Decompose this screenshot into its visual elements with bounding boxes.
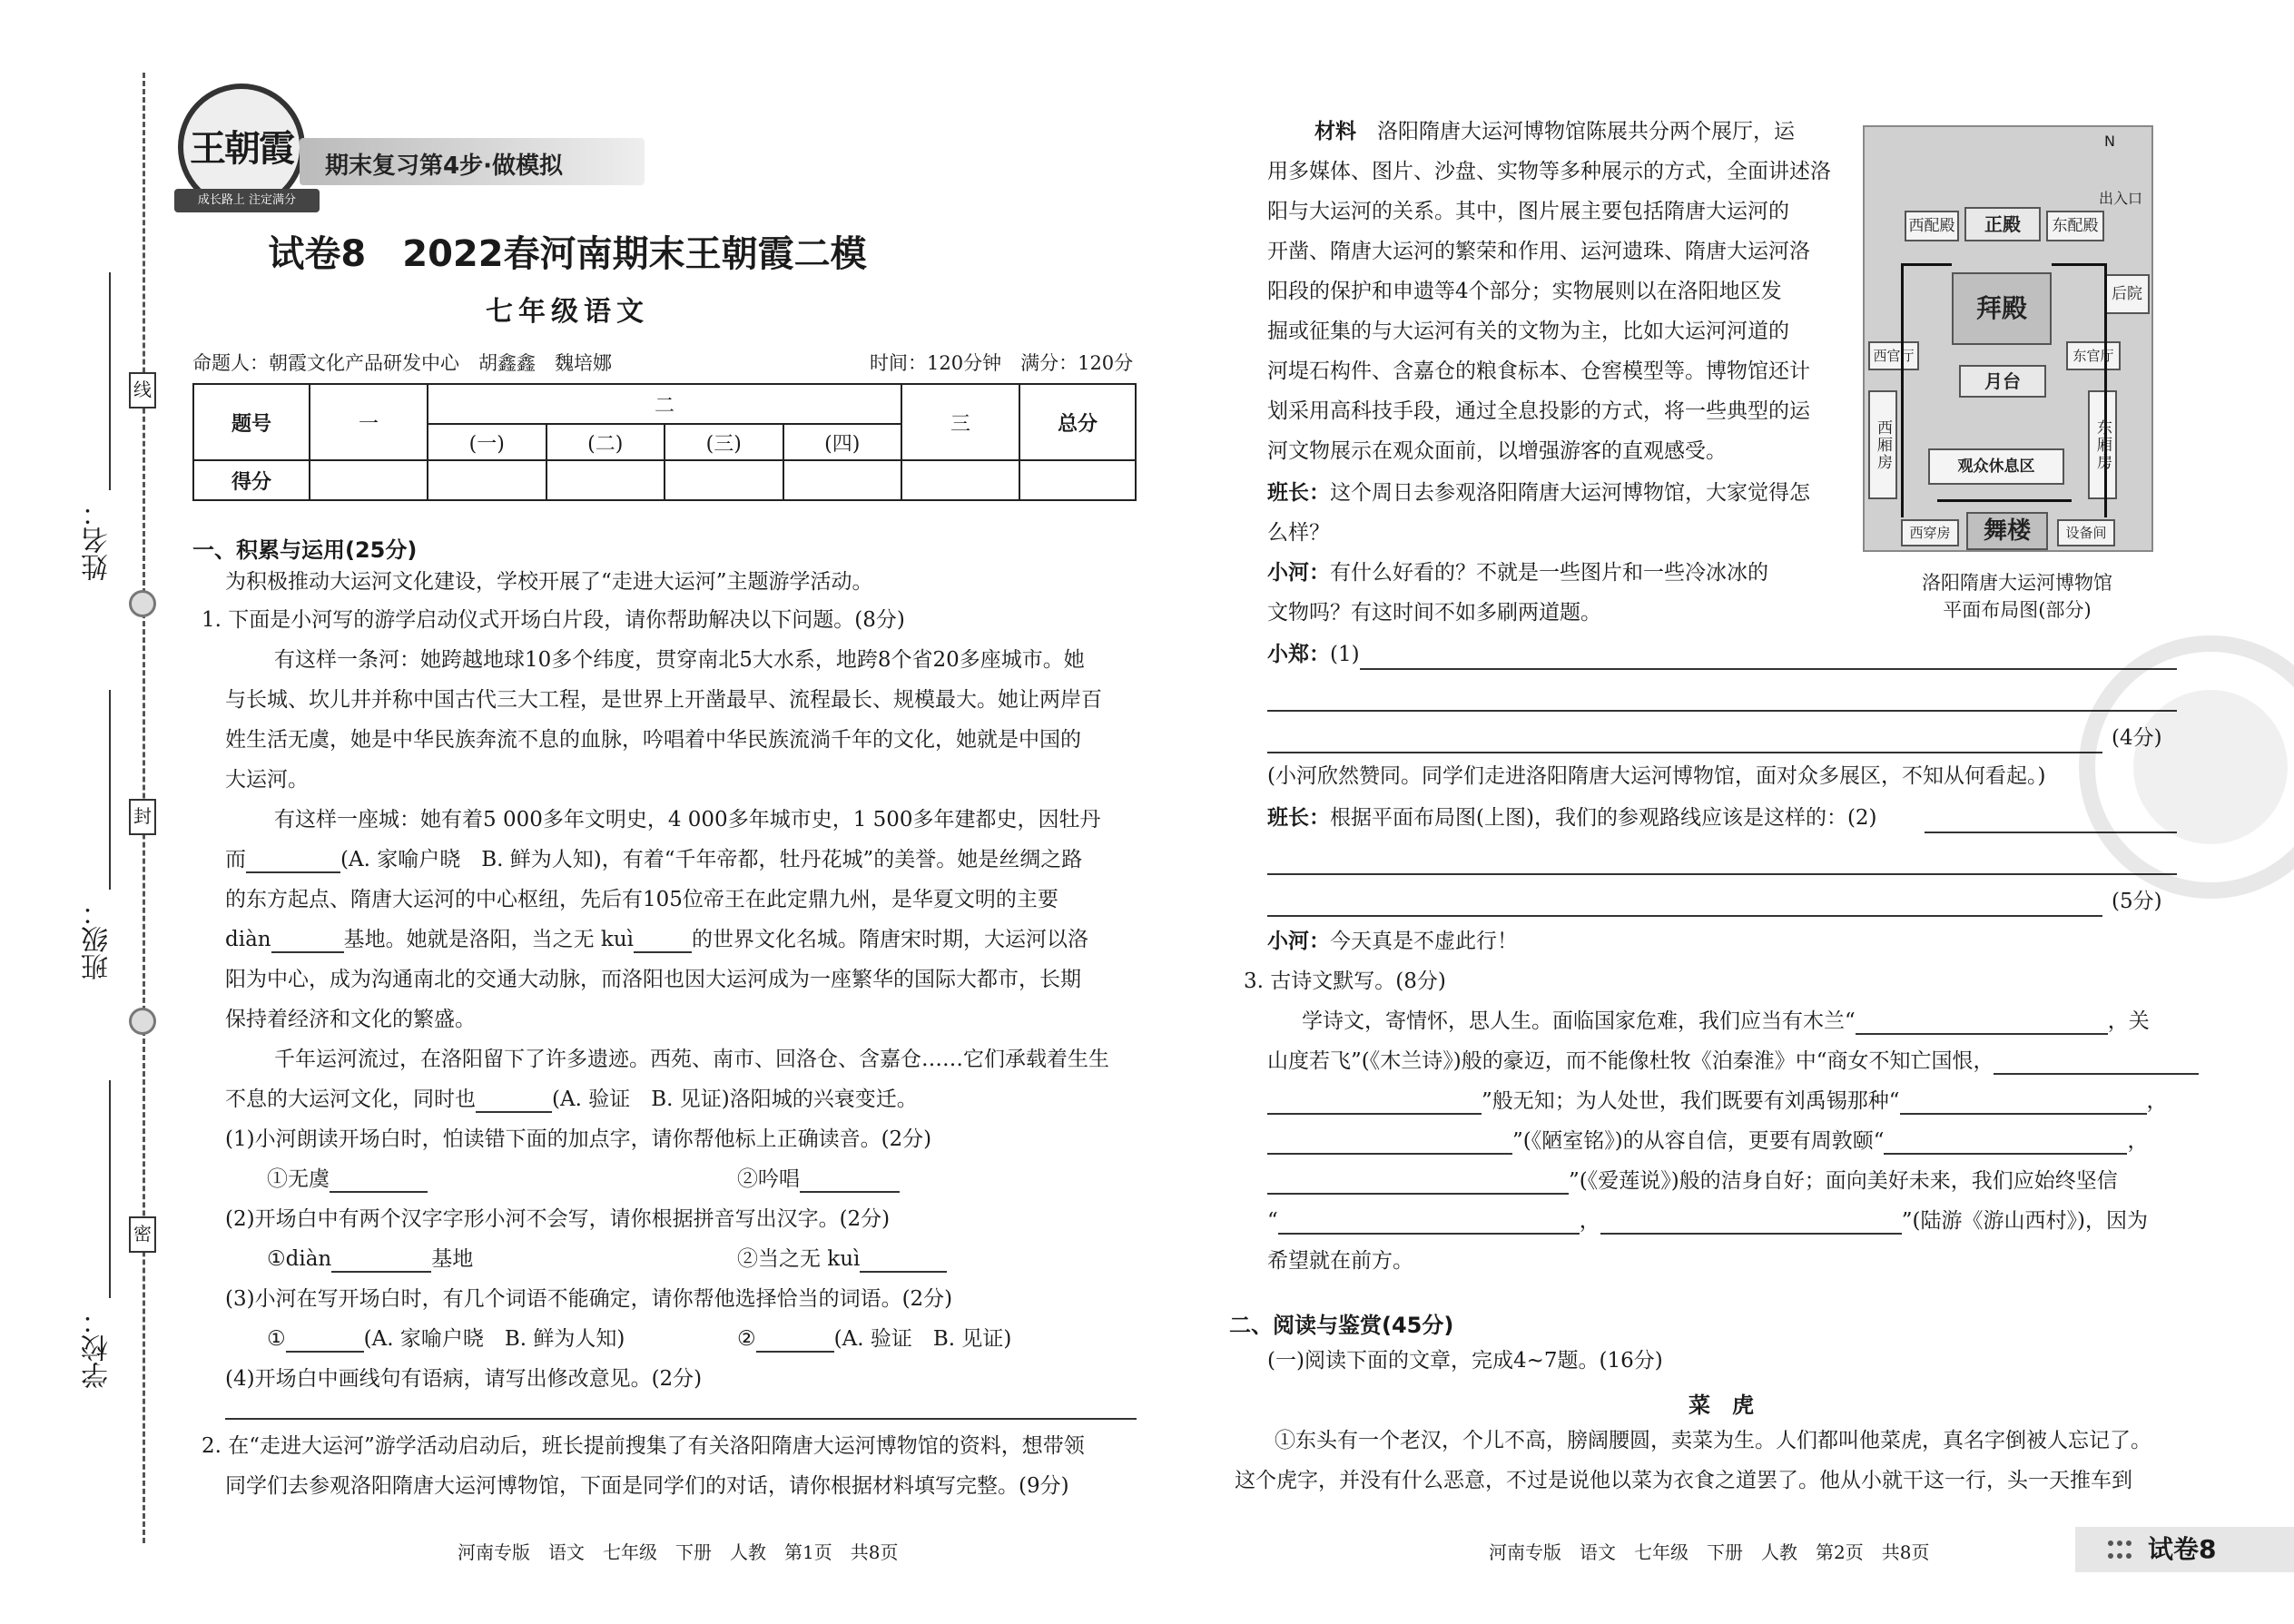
passage-1-line: 姓生活无虞，她是中华民族奔流不息的血脉，吟唱着中华民族流淌千年的文化，她就是中国的 <box>225 728 1081 752</box>
dialogue-line <box>1267 928 1518 955</box>
answer-line[interactable] <box>225 1418 1137 1420</box>
score-cell[interactable] <box>1019 460 1136 500</box>
room-west-wing: 西厢房 <box>1868 390 1897 499</box>
text-span: (A. 验证 B. 见证)洛阳城的兴衰变迁。 <box>552 1088 918 1111</box>
school-input[interactable] <box>109 1080 111 1298</box>
text-span: (1) <box>1330 643 1360 666</box>
map-exit-label: 出入口 <box>2099 190 2143 207</box>
watermark-icon <box>2133 690 2288 844</box>
text-span: ② <box>737 1327 756 1351</box>
text-span: ， <box>2146 1089 2168 1113</box>
route-arrow <box>1901 263 1904 517</box>
poem-line <box>1267 1207 2148 1235</box>
text-span: ， <box>1579 1209 1600 1233</box>
step-banner <box>300 138 645 185</box>
school-label: 学校： <box>82 1307 113 1389</box>
fill-blank[interactable] <box>634 931 692 953</box>
answer-line[interactable] <box>1360 668 2177 670</box>
dialogue-line <box>1267 804 1877 832</box>
question-3: 3. 古诗文默写。(8分) <box>1244 969 1446 993</box>
col-sub-3: (三) <box>665 424 783 460</box>
seal-tag-feng: 封 <box>129 799 156 835</box>
room-rest-area: 观众休息区 <box>1928 448 2064 485</box>
fill-blank[interactable] <box>756 1331 834 1353</box>
story-line: ①东头有一个老汉，个儿不高，膀阔腰圆，卖菜为生。人们都叫他菜虎，真名字倒被人忘记了。 <box>1275 1429 2151 1452</box>
dialogue-line: 文物吗？有这时间不如多刷两道题。 <box>1267 601 1601 625</box>
map-caption-line: 洛阳隋唐大运河博物馆 <box>1922 572 2112 594</box>
fill-blank[interactable] <box>1900 1093 2147 1115</box>
col-sub-2: (二) <box>546 424 665 460</box>
passage-2-line: 有这样一座城：她有着5 000多年文明史，4 000多年城市史，1 500多年建都史，因牡丹 <box>274 808 1101 832</box>
speaker-label: 班长： <box>1267 481 1330 505</box>
fill-blank[interactable] <box>1278 1213 1580 1235</box>
col-sub-1: (一) <box>428 424 546 460</box>
room-terrace: 月台 <box>1959 365 2046 398</box>
fill-blank[interactable] <box>1267 1093 1482 1115</box>
text-span: ①diàn <box>267 1247 332 1271</box>
passage-1-line: 与长城、坎儿井并称中国古代三大工程，是世界上开凿最早、流程最长、规模最大。她让两岸百 <box>225 688 1102 712</box>
answer-row <box>737 1245 947 1273</box>
room-east-office: 东官厅 <box>2066 341 2121 370</box>
poem-line <box>1267 1127 2148 1155</box>
material-line: 开凿、隋唐大运河的繁荣和作用、运河遗珠、隋唐大运河洛 <box>1267 240 1810 263</box>
speaker-label: 班长： <box>1267 806 1330 830</box>
fill-blank[interactable] <box>331 1251 431 1273</box>
route-arrow <box>1937 499 2072 502</box>
fill-blank[interactable] <box>800 1171 900 1193</box>
fill-blank[interactable] <box>476 1091 552 1113</box>
fill-blank[interactable] <box>1856 1013 2108 1035</box>
speaker-label: 小河： <box>1267 930 1330 953</box>
text-span: ① <box>267 1327 286 1351</box>
text-span: 这个周日去参观洛阳隋唐大运河博物馆，大家觉得怎 <box>1330 481 1810 505</box>
section-1-heading: 一、积累与运用(25分) <box>192 537 418 563</box>
sub-section-1: (一)阅读下面的文章，完成4~7题。(16分) <box>1267 1349 1663 1373</box>
text-span: ”(《爱莲说》)般的洁身自好；面向美好未来，我们应始终坚信 <box>1569 1169 2118 1193</box>
route-arrow <box>2052 263 2106 266</box>
seal-tag-xian: 线 <box>129 372 156 408</box>
answer-line[interactable] <box>1267 915 2102 917</box>
material-label: 材料 <box>1314 120 1356 143</box>
fill-blank[interactable] <box>271 931 344 953</box>
compass-north-icon: N <box>2104 133 2115 150</box>
logo-ribbon: 成长路上 注定满分 <box>174 189 320 212</box>
text-span: ”(《陋室铭》)的从容自信，更要有周敦颐“ <box>1512 1129 1885 1153</box>
room-east-side-hall: 东配殿 <box>2046 211 2104 241</box>
fill-blank[interactable] <box>1994 1053 2199 1075</box>
text-span: (A. 家喻户晓 B. 鲜为人知) <box>363 1327 625 1351</box>
time-score: 时间：120分钟 满分：120分 <box>870 352 1134 374</box>
subject-title: 七年级语文 <box>486 296 649 328</box>
room-west-office: 西官厅 <box>1868 341 1919 370</box>
passage-3-line <box>225 1086 918 1113</box>
step-text: 期末复习第4步·做模拟 <box>325 153 563 180</box>
story-line: 这个虎字，并没有什么恶意，不过是说他以菜为衣食之道罢了。他从小就干这一行，头一天推车到 <box>1235 1469 2132 1492</box>
text-span: (A. 家喻户晓 B. 鲜为人知)，有着“千年帝都，牡丹花城”的美誉。她是丝绸之路 <box>340 848 1083 871</box>
passage-1-line: 有这样一条河：她跨越地球10多个纬度，贯穿南北5大水系，地跨8个省20多座城市。她 <box>274 648 1085 672</box>
dialogue-line <box>1267 641 1360 668</box>
room-stage-tower: 舞楼 <box>1966 512 2048 550</box>
paper-title: 试卷8 2022春河南期末王朝霞二模 <box>268 233 867 275</box>
row-score-label: 得分 <box>193 460 310 500</box>
fill-blank[interactable] <box>1267 1173 1569 1195</box>
poem-line: 希望就在前方。 <box>1267 1249 1413 1273</box>
route-arrow <box>2104 263 2107 517</box>
paper-tag-label: 试卷8 <box>2148 1534 2217 1564</box>
answer-row <box>267 1245 473 1273</box>
room-east-wing: 东厢房 <box>2088 390 2117 499</box>
text-span: 有什么好看的？不就是一些图片和一些冷冰冰的 <box>1330 561 1768 585</box>
answer-row <box>267 1325 625 1353</box>
text-span: 山度若飞”(《木兰诗》)般的豪迈，而不能像杜牧《泊秦淮》中“商女不知亡国恨， <box>1267 1049 1994 1073</box>
room-worship-hall: 拜殿 <box>1952 272 2052 345</box>
intro-text: 为积极推动大运河文化建设，学校开展了“走进大运河”主题游学活动。 <box>225 570 873 594</box>
passage-2-line <box>225 846 1082 873</box>
material-line <box>1314 118 1795 145</box>
dialogue-line: (小河欣然赞同。同学们走进洛阳隋唐大运河博物馆，面对众多展区，不知从何看起。) <box>1267 764 2046 788</box>
text-span: (A. 验证 B. 见证) <box>833 1327 1012 1351</box>
col-question-no: 题号 <box>193 384 310 460</box>
sub-question-2: (2)开场白中有两个汉字字形小河不会写，请你根据拼音写出汉字。(2分) <box>225 1207 891 1231</box>
text-span: ②当之无 kuì <box>737 1247 861 1271</box>
text-span: ，关 <box>2107 1009 2150 1033</box>
text-span: 不息的大运河文化，同时也 <box>225 1088 476 1111</box>
answer-row <box>737 1166 900 1193</box>
authors: 命题人：朝霞文化产品研发中心 胡鑫鑫 魏培娜 <box>192 352 612 374</box>
sub-question-1: (1)小河朗读开场白时，怕读错下面的加点字，请你帮他标上正确读音。(2分) <box>225 1127 932 1151</box>
room-main-hall: 正殿 <box>1964 207 2041 241</box>
passage-1-line: 大运河。 <box>225 768 309 792</box>
text-span: 根据平面布局图(上图)，我们的参观路线应该是这样的：(2) <box>1330 806 1877 830</box>
question-2-line: 同学们去参观洛阳隋唐大运河博物馆，下面是同学们的对话，请你根据材料填写完整。(9分) <box>225 1474 1069 1498</box>
speaker-label: 小郑： <box>1267 643 1330 666</box>
text-span: 洛阳隋唐大运河博物馆陈展共分两个展厅，运 <box>1377 120 1795 143</box>
class-label: 班级： <box>82 899 113 980</box>
material-line: 阳段的保护和申遗等4个部分；实物展则以在洛阳地区发 <box>1267 280 1782 303</box>
score-cell[interactable] <box>310 460 428 500</box>
col-part-2: 二 <box>428 384 901 424</box>
text-span: 基地。她就是洛阳，当之无 kuì <box>343 928 635 951</box>
text-span: ”般无知；为人处世，我们既要有刘禹锡那种“ <box>1482 1089 1900 1113</box>
score-cell[interactable] <box>901 460 1019 500</box>
seal-tag-mi: 密 <box>129 1216 156 1253</box>
question-1: 1. 下面是小河写的游学启动仪式开场白片段，请你帮助解决以下问题。(8分) <box>202 608 905 632</box>
fill-blank[interactable] <box>1267 1133 1512 1155</box>
text-span: 的世界文化名城。隋唐宋时期，大运河以洛 <box>692 928 1089 951</box>
room-equipment: 设备间 <box>2057 519 2115 546</box>
text-span: ”(陆游《游山西村》)，因为 <box>1901 1209 2148 1233</box>
score-note: (5分) <box>2112 890 2162 913</box>
poem-line <box>1267 1167 2118 1195</box>
text-span: “ <box>1267 1209 1278 1233</box>
fill-blank[interactable] <box>1600 1213 1902 1235</box>
question-2-line: 2. 在“走进大运河”游学活动启动后，班长提前搜集了有关洛阳隋唐大运河博物馆的资料，想带领 <box>202 1434 1085 1458</box>
text-span: 今天真是不虚此行！ <box>1330 930 1518 953</box>
col-total: 总分 <box>1019 384 1136 460</box>
text-span: 而 <box>225 848 246 871</box>
fill-blank[interactable] <box>286 1331 364 1353</box>
sub-question-4: (4)开场白中画线句有语病，请写出修改意见。(2分) <box>225 1367 703 1391</box>
page-footer-left: 河南专版 语文 七年级 下册 人教 第1页 共8页 <box>458 1541 899 1563</box>
score-cell[interactable] <box>783 460 902 500</box>
passage-3-line: 千年运河流过，在洛阳留下了许多遗迹。西苑、南市、回洛仓、含嘉仓……它们承载着生生 <box>274 1048 1109 1071</box>
material-line: 用多媒体、图片、沙盘、实物等多种展示的方式，全面讲述洛 <box>1267 160 1831 183</box>
route-arrow <box>1901 263 1952 266</box>
story-title: 菜 虎 <box>1689 1393 1754 1418</box>
answer-line[interactable] <box>1267 873 2177 875</box>
col-part-1: 一 <box>310 384 428 460</box>
score-cell[interactable] <box>665 460 783 500</box>
fill-blank[interactable] <box>330 1171 428 1193</box>
score-note: (4分) <box>2112 726 2162 750</box>
passage-2-line: 保持着经济和文化的繁盛。 <box>225 1008 476 1031</box>
material-line: 河堤石构件、含嘉仓的粮食标本、仓窖模型等。博物馆还计 <box>1267 359 1810 383</box>
page-footer-right: 河南专版 语文 七年级 下册 人教 第2页 共8页 <box>1489 1541 1930 1563</box>
paper-tag <box>2075 1527 2294 1572</box>
swirl-icon <box>129 590 156 617</box>
fill-blank[interactable] <box>1884 1133 2127 1155</box>
speaker-label: 小河： <box>1267 561 1330 585</box>
col-part-3: 三 <box>901 384 1019 460</box>
score-cell[interactable] <box>546 460 665 500</box>
text-span: ②吟唱 <box>737 1167 800 1191</box>
score-cell[interactable] <box>428 460 546 500</box>
dialogue-line <box>1267 479 1810 507</box>
brand-logo <box>178 84 305 211</box>
fill-blank[interactable] <box>860 1251 947 1273</box>
logo-text: 王朝霞 <box>190 127 293 170</box>
room-west-passage: 西穿房 <box>1901 519 1959 546</box>
name-label: 姓名： <box>82 499 113 581</box>
poem-line <box>1267 1048 2199 1075</box>
dialogue-line <box>1267 559 1768 586</box>
map-caption-line: 平面布局图(部分) <box>1943 599 2092 621</box>
text-span: 学诗文，寄情怀，思人生。面临国家危难，我们应当有木兰“ <box>1302 1009 1856 1033</box>
room-west-side-hall: 西配殿 <box>1905 211 1959 241</box>
swirl-icon <box>129 1008 156 1035</box>
room-back-yard: 后院 <box>2104 274 2150 314</box>
sub-question-3: (3)小河在写开场白时，有几个词语不能确定，请你帮他选择恰当的词语。(2分) <box>225 1287 953 1311</box>
passage-2-line: 阳为中心，成为沟通南北的交通大动脉，而洛阳也因大运河成为一座繁华的国际大都市，长期 <box>225 968 1081 991</box>
poem-line <box>1302 1008 2150 1035</box>
score-table <box>192 383 1137 501</box>
fill-blank[interactable] <box>246 851 340 873</box>
answer-line[interactable] <box>1267 752 2102 753</box>
passage-2-line: 的东方起点、隋唐大运河的中心枢纽，先后有105位帝王在此定鼎九州，是华夏文明的主要 <box>225 888 1058 911</box>
passage-2-line <box>225 926 1088 953</box>
text-span: diàn <box>225 928 271 951</box>
class-input[interactable] <box>109 690 111 890</box>
text-span: 基地 <box>431 1247 474 1271</box>
answer-row <box>267 1166 428 1193</box>
text-span: ①无虞 <box>267 1167 330 1191</box>
dots-icon <box>2108 1540 2132 1559</box>
poem-line <box>1267 1088 2168 1115</box>
text-span: ， <box>2127 1129 2149 1153</box>
material-line: 掘或征集的与大运河有关的文物为主，比如大运河河道的 <box>1267 320 1789 343</box>
material-line: 阳与大运河的关系。其中，图片展主要包括隋唐大运河的 <box>1267 200 1789 223</box>
col-sub-4: (四) <box>783 424 902 460</box>
material-line: 河文物展示在观众面前，以增强游客的直观感受。 <box>1267 439 1727 463</box>
answer-row <box>737 1325 1011 1353</box>
material-line: 划采用高科技手段，通过全息投影的方式，将一些典型的运 <box>1267 399 1810 423</box>
answer-line[interactable] <box>1267 710 2177 712</box>
section-2-heading: 二、阅读与鉴赏(45分) <box>1229 1313 1454 1338</box>
dialogue-line: 么样？ <box>1267 521 1330 545</box>
